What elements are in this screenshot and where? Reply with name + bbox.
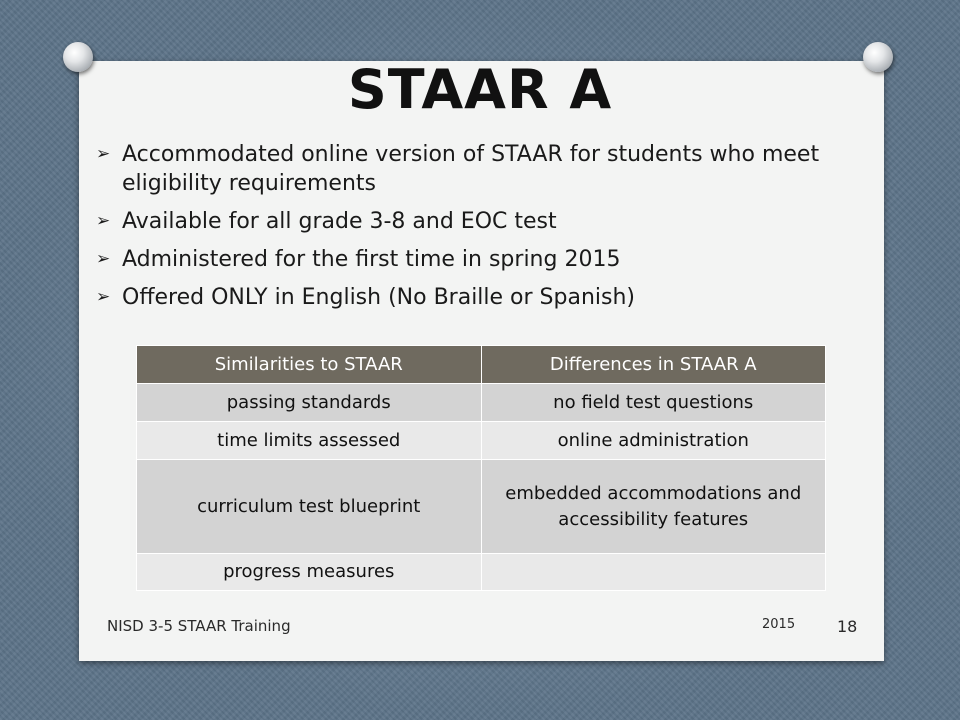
arrow-bullet-icon: ➢ — [96, 144, 111, 164]
bullet-item — [96, 140, 856, 198]
bullet-item — [96, 207, 856, 236]
comparison-table — [136, 345, 826, 591]
bullet-text: Accommodated online version of STAAR for students who meet eligibility requirements — [122, 142, 820, 196]
table-cell: passing standards — [137, 384, 482, 422]
arrow-bullet-icon: ➢ — [96, 249, 111, 269]
table-row — [137, 554, 826, 591]
bullet-item — [96, 245, 856, 274]
page-number: 18 — [837, 617, 858, 636]
footer-year: 2015 — [762, 617, 796, 632]
arrow-bullet-icon: ➢ — [96, 287, 111, 307]
column-header-similarities: Similarities to STAAR — [137, 346, 482, 384]
table-cell: no field test questions — [481, 384, 826, 422]
arrow-bullet-icon: ➢ — [96, 211, 111, 231]
column-header-differences: Differences in STAAR A — [481, 346, 826, 384]
table-cell: online administration — [481, 422, 826, 460]
bullet-list — [96, 140, 856, 321]
bullet-text: Administered for the first time in spring 2015 — [122, 247, 621, 272]
table-cell: curriculum test blueprint — [137, 460, 482, 554]
table-row — [137, 384, 826, 422]
table-cell: time limits assessed — [137, 422, 482, 460]
footer-text: NISD 3-5 STAAR Training — [107, 617, 291, 635]
table-header-row — [137, 346, 826, 384]
table-cell: embedded accommodations and accessibility features — [481, 460, 826, 554]
slide-title: STAAR A — [347, 58, 613, 121]
table-cell — [481, 554, 826, 591]
table-cell: progress measures — [137, 554, 482, 591]
bullet-text: Available for all grade 3-8 and EOC test — [122, 209, 557, 234]
bullet-item — [96, 283, 856, 312]
table-row — [137, 422, 826, 460]
bullet-text: Offered ONLY in English (No Braille or Spanish) — [122, 285, 636, 310]
table-row — [137, 460, 826, 554]
